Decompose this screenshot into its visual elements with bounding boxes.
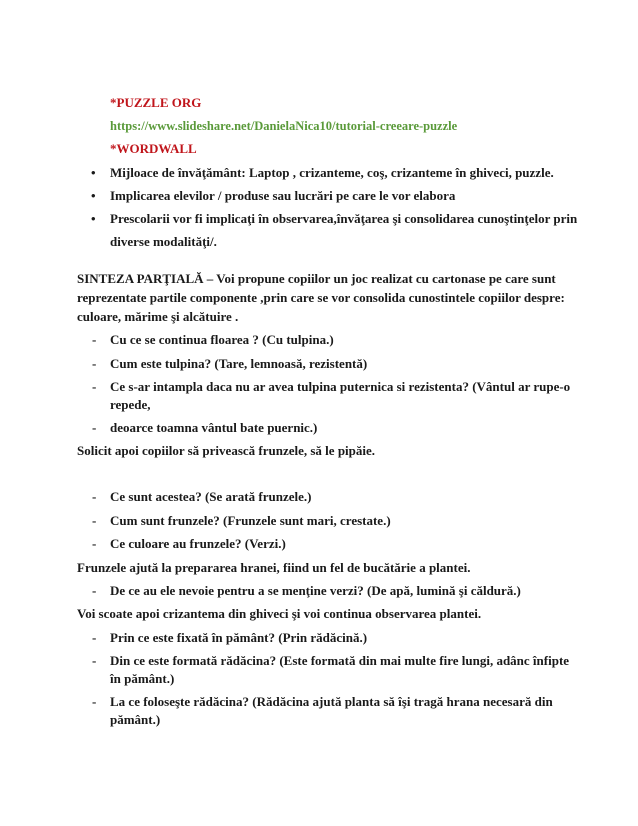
sinteza-line-2: reprezentate partile componente ,prin care se vor consolida cunostintele copiilor despre:	[77, 290, 565, 305]
question-acestea: Ce sunt acestea? (Se arată frunzele.)	[110, 489, 312, 504]
question-culoare: Ce culoare au frunzele? (Verzi.)	[110, 536, 286, 551]
dash-marker: -	[92, 489, 97, 504]
question-fixata: Prin ce este fixată în pământ? (Prin rădăcină.)	[110, 630, 368, 645]
solicit-paragraph: Solicit apoi copiilor să privească frunzele, să le pipăie.	[77, 443, 376, 458]
bullet-implicarea: Implicarea elevilor / produse sau lucrări pe care le vor elabora	[110, 188, 456, 203]
bullet-marker: •	[91, 165, 96, 180]
dash-marker: -	[92, 379, 97, 394]
question-intampla-cont: repede,	[110, 397, 151, 412]
dash-marker: -	[92, 536, 97, 551]
question-nevoie: De ce au ele nevoie pentru a se menţine verzi? (De apă, lumină şi căldură.)	[110, 583, 521, 598]
question-toamna: deoarce toamna vântul bate puernic.)	[110, 420, 318, 435]
question-foloseste: La ce foloseşte rădăcina? (Rădăcina ajută planta să îşi tragă hrana necesară din	[110, 694, 553, 709]
bullet-marker: •	[91, 188, 96, 203]
bullet-prescolarii-cont: diverse modalităţi/.	[110, 234, 217, 249]
dash-marker: -	[92, 356, 97, 371]
dash-marker: -	[92, 653, 97, 668]
dash-marker: -	[92, 513, 97, 528]
question-tulpina: Cum este tulpina? (Tare, lemnoasă, rezistentă)	[110, 356, 368, 371]
sinteza-line-1: SINTEZA PARŢIALĂ – Voi propune copiilor un joc realizat cu cartonase pe care sunt	[77, 271, 556, 286]
dash-marker: -	[92, 583, 97, 598]
wordwall-label: *WORDWALL	[110, 141, 197, 156]
slideshare-link[interactable]: https://www.slideshare.net/DanielaNica10/tutorial-creeare-puzzle	[110, 119, 458, 133]
dash-marker: -	[92, 694, 97, 709]
scoate-paragraph: Voi scoate apoi crizantema din ghiveci şi voi continua observarea plantei.	[77, 606, 482, 621]
question-formata-cont: în pământ.)	[110, 671, 175, 686]
bullet-mijloace: Mijloace de învăţământ: Laptop , crizanteme, coş, crizanteme în ghiveci, puzzle.	[110, 165, 554, 180]
dash-marker: -	[92, 630, 97, 645]
question-foloseste-cont: pământ.)	[110, 712, 161, 727]
sinteza-line-3: culoare, mărime şi alcătuire .	[77, 309, 239, 324]
bullet-marker: •	[91, 211, 96, 226]
question-frunzele: Cum sunt frunzele? (Frunzele sunt mari, crestate.)	[110, 513, 391, 528]
question-floarea: Cu ce se continua floarea ? (Cu tulpina.)	[110, 332, 334, 347]
question-formata: Din ce este formată rădăcina? (Este formată din mai multe fire lungi, adânc înfipte	[110, 653, 570, 668]
bullet-prescolarii: Prescolarii vor fi implicaţi în observarea,învăţarea şi consolidarea cunoştinţelor prin	[110, 211, 578, 226]
frunzele-paragraph: Frunzele ajută la prepararea hranei, fiind un fel de bucătărie a plantei.	[77, 560, 471, 575]
puzzle-org-label: *PUZZLE ORG	[110, 95, 202, 110]
dash-marker: -	[92, 420, 97, 435]
dash-marker: -	[92, 332, 97, 347]
question-intampla: Ce s-ar intampla daca nu ar avea tulpina puternica si rezistenta? (Vântul ar rupe-o	[110, 379, 571, 394]
